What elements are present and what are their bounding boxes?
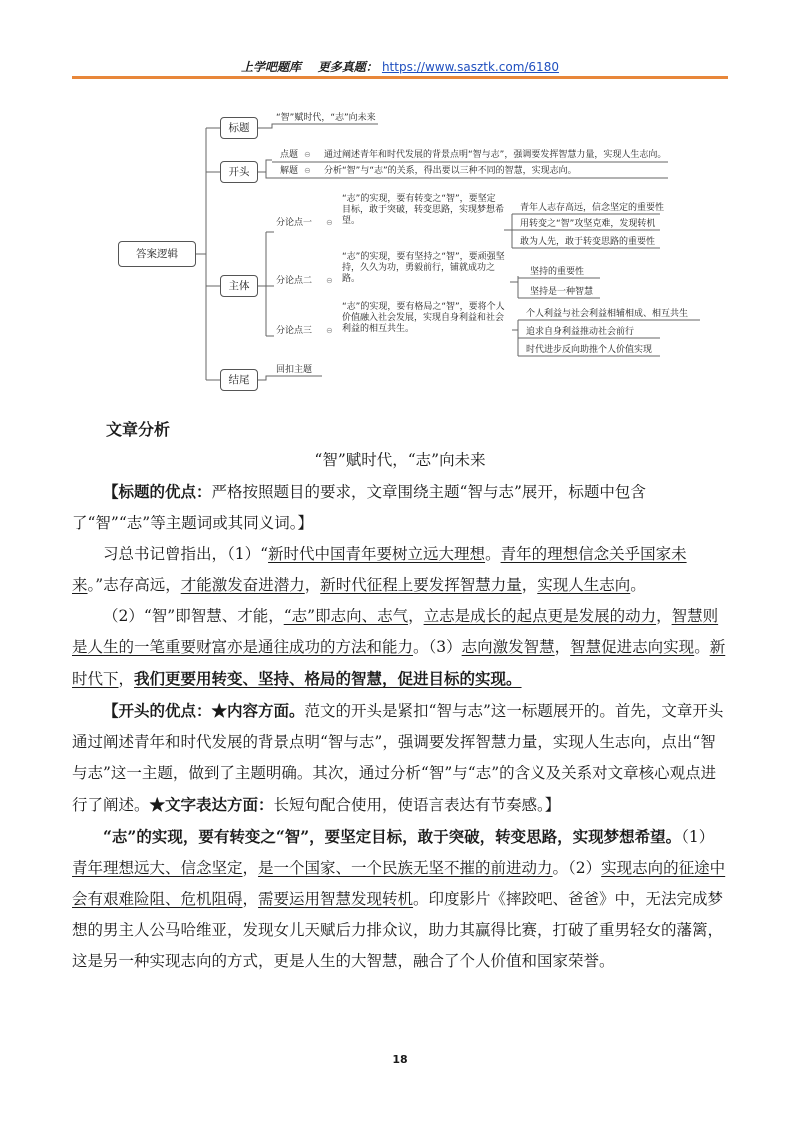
mindmap-zhuti-node: 主体 — [220, 275, 258, 297]
open-adv-text2: 长短句配合使用，使语言表达有节奏感。】 — [273, 796, 561, 814]
mindmap-p1-label: 分论点一 — [276, 218, 313, 228]
text-run: 。 — [694, 638, 710, 656]
text-run: 。”志存高远， — [87, 576, 181, 594]
text-run: 。 — [485, 545, 501, 563]
essay-title: “智”赋时代，“志”向未来 — [314, 451, 486, 469]
text-run: 。印度影片《摔跤吧、爸爸》中，无法完成梦想的男主人公马哈维亚，发现女儿天赋后力排众议，助力其赢得比赛，打破了重男轻女的藩篱，这是另一种实现志向的方式，更是人生的大智慧，融合了个人价值和国家荣誉。 — [72, 890, 724, 970]
mindmap-jiewei-node: 结尾 — [220, 369, 258, 391]
underlined-text: 智慧则是人生的一笔重要财富亦是通往成功的方法和能力 — [72, 607, 719, 656]
underlined-text: 实现志向的征途中会有艰难险阻、危机阻碍 — [72, 859, 726, 908]
underlined-text: 青年理想远大、信念坚定 — [72, 859, 243, 877]
text-run: ， — [118, 670, 135, 688]
mindmap-p3-text: “志”的实现，要有格局之“智”，要将个人价值融入社会发展，实现自身利益和社会利益的相互共生。 — [342, 302, 505, 334]
text-run: 。（3） — [413, 638, 462, 656]
text-run: （1） — [681, 828, 715, 846]
mindmap-p1-sub3: 敢为人先，敢于转变思路的重要性 — [520, 237, 656, 247]
mindmap-title-text: “智”赋时代，“志”向未来 — [276, 113, 376, 123]
text-run: 。 — [630, 576, 646, 594]
mindmap-p1-sub1: 青年人志存高远，信念坚定的重要性 — [520, 203, 665, 213]
title-advantage — [72, 476, 728, 539]
mindmap-root: 答案逻辑 — [118, 241, 196, 267]
mindmap-kaitou-node: 开头 — [220, 161, 258, 183]
text-run: ， — [554, 638, 571, 656]
underlined-text: 实现人生志向 — [537, 576, 631, 594]
mindmap-p2-label: 分论点二 — [276, 276, 313, 286]
underlined-text: 智慧促进志向实现 — [570, 638, 695, 656]
collapse-icon: ⊖ — [304, 150, 311, 159]
paragraph-3 — [72, 821, 728, 977]
collapse-icon: ⊖ — [326, 218, 333, 227]
header-more: 更多真题： — [317, 60, 378, 74]
text-run: （2）“智”即智慧、才能， — [103, 607, 284, 625]
underlined-text: 新时代中国青年要树立远大理想 — [268, 545, 486, 563]
title-adv-label: 【标题的优点： — [103, 482, 212, 501]
mindmap-p3-sub3: 时代进步反向助推个人价值实现 — [526, 345, 653, 355]
bold-text: “志”的实现，要有转变之“智”，要坚定目标，敢于突破，转变思路，实现梦想希望。 — [103, 827, 682, 846]
mindmap-jieti-text: 分析“智”与“志”的关系，得出要以三种不同的智慧，实现志向。 — [324, 166, 577, 176]
mindmap-p2-text: “志”的实现，要有坚持之“智”，要顽强坚持，久久为功，勇毅前行，铺就成功之路。 — [342, 252, 505, 284]
mindmap-title-node: 标题 — [220, 117, 258, 139]
title-adv-text: 严格按照题目的要求，文章围绕主题“智与志”展开，标题中包含了“智”“志”等主题词或其同义词。】 — [72, 483, 646, 532]
paragraph-2 — [72, 601, 728, 695]
article — [72, 414, 728, 977]
underlined-text: 志向激发智慧 — [461, 638, 555, 656]
header-site: 上学吧题库 — [241, 60, 302, 74]
underlined-text: 新时代征程上要发挥智慧力量 — [320, 576, 522, 594]
mindmap-p2-sub1: 坚持的重要性 — [530, 267, 585, 277]
opening-advantage — [72, 695, 728, 821]
text-run: ， — [521, 576, 538, 594]
text-run: 习总书记曾指出，（1）“ — [103, 545, 269, 563]
open-adv-label2: ★文字表达方面： — [149, 795, 274, 814]
open-adv-label: 【开头的优点：★内容方面。 — [103, 701, 305, 720]
mindmap-p1-sub2: 用转变之“智”攻坚克难，发现转机 — [520, 219, 656, 229]
text-run: ， — [304, 576, 321, 594]
mindmap-p1-text: “志”的实现，要有转变之“智”，要坚定目标，敢于突破，转变思路，实现梦想希望。 — [342, 194, 505, 226]
text-run: ， — [242, 859, 259, 877]
underlined-text: 是一个国家、一个民族无坚不摧的前进动力 — [258, 859, 553, 877]
mindmap-p3-sub1: 个人利益与社会利益相辅相成、相互共生 — [526, 309, 689, 319]
header-link[interactable]: https://www.sasztk.com/6180 — [381, 60, 559, 74]
paragraph-1 — [72, 539, 728, 601]
collapse-icon: ⊖ — [326, 276, 333, 285]
section-title: 文章分析 — [106, 420, 171, 439]
mindmap-jieti-label: 解题 — [280, 166, 299, 176]
underlined-text: 新时代下 — [72, 638, 726, 688]
page-number: 18 — [392, 1053, 408, 1066]
underlined-text: “志”即志向、志气 — [283, 607, 409, 625]
mindmap-p3-sub2: 追求自身利益推动社会前行 — [526, 327, 635, 337]
underlined-text: 立志是成长的起点更是发展的动力 — [423, 607, 657, 625]
open-adv-text: 范文的开头是紧扣“智与志”这一标题展开的。首先，文章开头通过阐述青年和时代发展的背景点明“智与志”，强调要发挥智慧力量，实现人生志向，点出“智与志”这一主题，做到了主题明确。其次，通过分析“智”与“志”的含义及关系对文章核心观点进行了阐述。 — [72, 702, 724, 814]
mindmap-jiewei-text: 回扣主题 — [276, 365, 313, 375]
mind-map — [0, 0, 800, 400]
mindmap-dianti-label: 点题 — [280, 150, 299, 160]
bold-underlined-text: 我们更要用转变、坚持、格局的智慧，促进目标的实现。 — [134, 669, 522, 688]
text-run: 。（2） — [552, 859, 602, 877]
collapse-icon: ⊖ — [304, 166, 311, 175]
mindmap-p3-label: 分论点三 — [276, 326, 313, 336]
underlined-text: 需要运用智慧发现转机 — [258, 890, 414, 908]
collapse-icon: ⊖ — [326, 326, 333, 335]
underlined-text: 青年的理想信念关乎国家未来 — [72, 545, 687, 594]
text-run: ， — [242, 890, 259, 908]
text-run: ， — [656, 607, 672, 625]
mindmap-dianti-text: 通过阐述青年和时代发展的背景点明“智与志”，强调要发挥智慧力量，实现人生志向。 — [324, 150, 667, 160]
underlined-text: 才能激发奋进潜力 — [180, 576, 305, 594]
mindmap-p2-sub2: 坚持是一种智慧 — [530, 287, 594, 297]
text-run: ， — [408, 607, 424, 625]
